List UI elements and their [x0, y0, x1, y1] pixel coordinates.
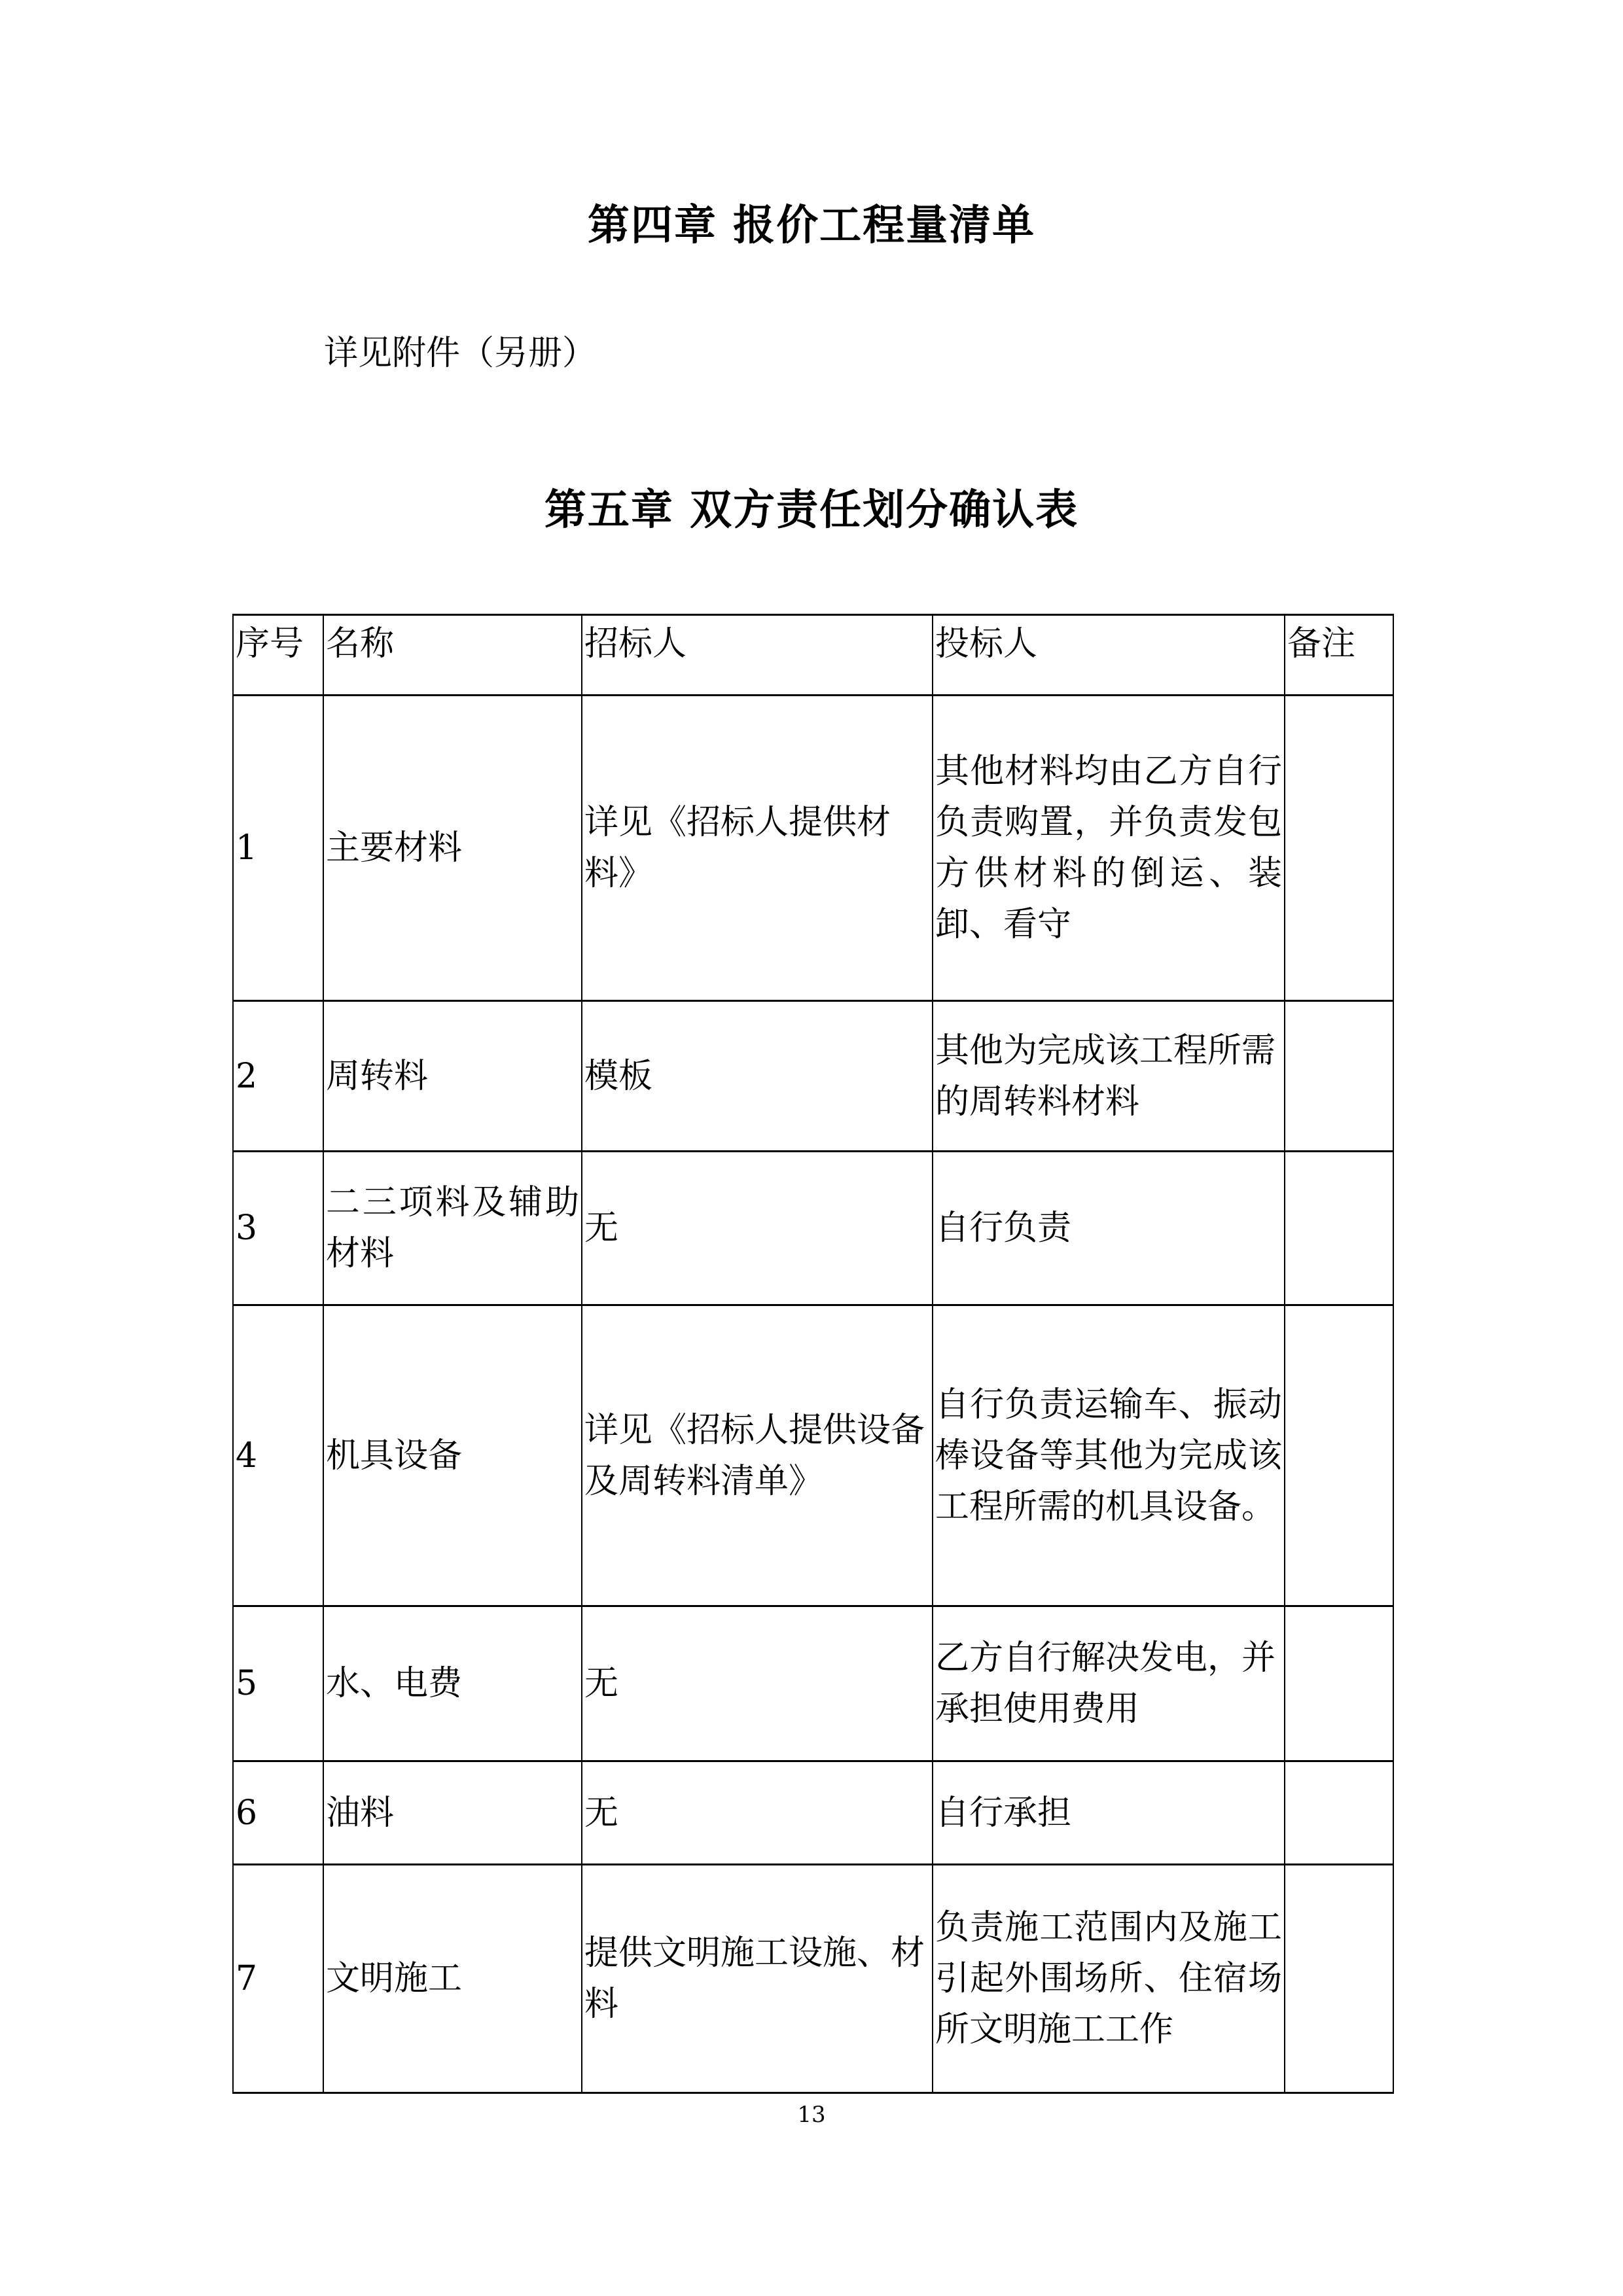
cell-owner: 无: [582, 1761, 933, 1865]
cell-note: [1285, 1152, 1393, 1305]
cell-bidder: 自行负责: [933, 1152, 1285, 1305]
cell-name: 主要材料: [323, 696, 582, 1001]
cell-name: 机具设备: [323, 1305, 582, 1606]
cell-no: 6: [233, 1761, 323, 1865]
cell-owner: 详见《招标人提供材料》: [582, 696, 933, 1001]
cell-name: 二三项料及辅助材料: [323, 1152, 582, 1305]
cell-bidder: 乙方自行解决发电，并承担使用费用: [933, 1606, 1285, 1761]
chapter-4-title: 第四章 报价工程量清单: [587, 202, 1036, 250]
cell-owner: 提供文明施工设施、材料: [582, 1865, 933, 2093]
cell-no: 4: [233, 1305, 323, 1606]
table-row: [233, 1305, 1393, 1606]
cell-note: [1285, 696, 1393, 1001]
cell-name: 文明施工: [323, 1865, 582, 2093]
cell-no: 5: [233, 1606, 323, 1761]
cell-name: 水、电费: [323, 1606, 582, 1761]
table-row: [233, 696, 1393, 1001]
table-row: [233, 1761, 1393, 1865]
table-row: [233, 1152, 1393, 1305]
cell-note: [1285, 1761, 1393, 1865]
table-row: [233, 1606, 1393, 1761]
header-owner: 招标人: [582, 615, 933, 696]
responsibility-table: [232, 614, 1394, 2094]
cell-owner: 无: [582, 1606, 933, 1761]
cell-note: [1285, 1305, 1393, 1606]
cell-no: 1: [233, 696, 323, 1001]
cell-bidder: 其他材料均由乙方自行负责购置，并负责发包方供材料的倒运、装卸、看守: [933, 696, 1285, 1001]
table-header-row: [233, 615, 1393, 696]
cell-bidder: 自行负责运输车、振动棒设备等其他为完成该工程所需的机具设备。: [933, 1305, 1285, 1606]
cell-no: 7: [233, 1865, 323, 2093]
cell-name: 油料: [323, 1761, 582, 1865]
cell-note: [1285, 1001, 1393, 1152]
cell-name: 周转料: [323, 1001, 582, 1152]
cell-owner: 模板: [582, 1001, 933, 1152]
header-no: 序号: [233, 615, 323, 696]
cell-no: 3: [233, 1152, 323, 1305]
page-number: 13: [797, 2102, 826, 2128]
cell-note: [1285, 1606, 1393, 1761]
table-row: [233, 1001, 1393, 1152]
cell-note: [1285, 1865, 1393, 2093]
header-name: 名称: [323, 615, 582, 696]
chapter-5-title: 第五章 双方责任划分确认表: [544, 486, 1079, 535]
header-bidder: 投标人: [933, 615, 1285, 696]
cell-bidder: 负责施工范围内及施工引起外围场所、住宿场所文明施工工作: [933, 1865, 1285, 2093]
cell-owner: 详见《招标人提供设备及周转料清单》: [582, 1305, 933, 1606]
chapter-4-body: 详见附件（另册）: [324, 334, 597, 373]
cell-bidder: 其他为完成该工程所需的周转料材料: [933, 1001, 1285, 1152]
cell-owner: 无: [582, 1152, 933, 1305]
table-row: [233, 1865, 1393, 2093]
header-note: 备注: [1285, 615, 1393, 696]
cell-no: 2: [233, 1001, 323, 1152]
cell-bidder: 自行承担: [933, 1761, 1285, 1865]
